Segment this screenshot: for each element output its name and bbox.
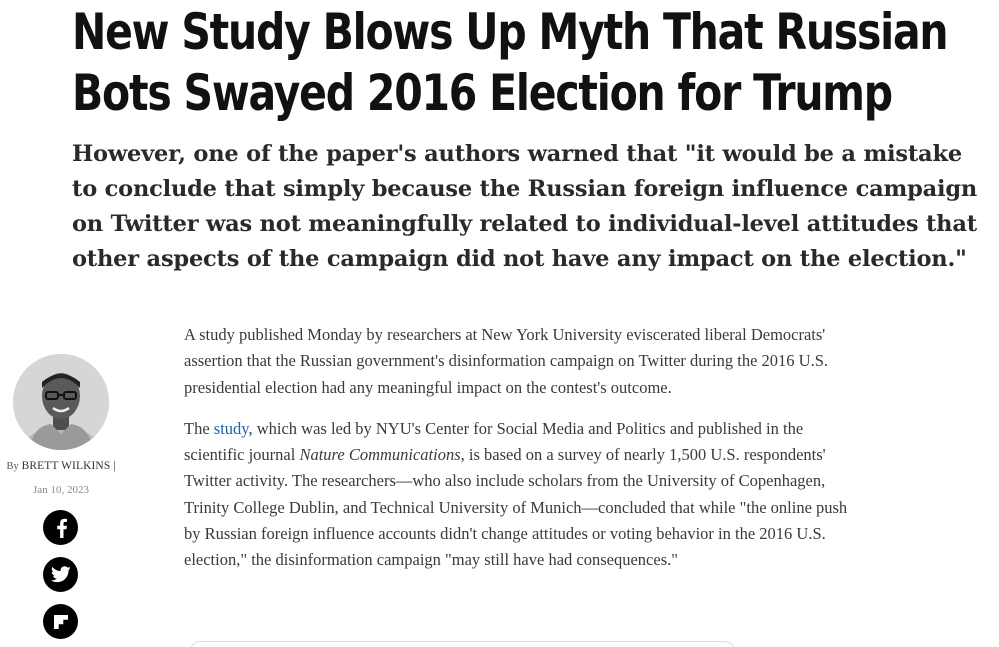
- article-paragraph-2: [184, 416, 864, 574]
- paragraph-2-mid: , which was led by NYU's Center for Social Media and Politics and published in the scientific journal: [184, 418, 804, 465]
- flipboard-icon: [53, 614, 69, 630]
- share-twitter-button[interactable]: [43, 557, 78, 592]
- share-flipboard-button[interactable]: [43, 604, 78, 639]
- article-paragraph-1: A study published Monday by researchers at New York University eviscerated liberal Democrats' assertion that the Russian government's disinformation campaign on Twitter during the 2016 U.S. presidential election had any meaningful impact on the contest's outcome.: [184, 325, 828, 397]
- journal-name: Nature Communications: [299, 445, 461, 465]
- author-avatar[interactable]: [13, 354, 109, 450]
- twitter-icon: [51, 566, 71, 583]
- byline: [0, 460, 122, 472]
- author-name-link[interactable]: BRETT WILKINS: [21, 460, 111, 472]
- share-facebook-button[interactable]: [43, 510, 78, 545]
- byline-separator: |: [113, 460, 116, 472]
- embedded-content-frame: [190, 641, 735, 647]
- paragraph-2-tail: , is based on a survey of nearly 1,500 U.S. respondents' Twitter activity. The researchers—who also include scholars from the University of Copenhagen, Trinity College Dublin, and Technical University of Munich—concluded that while "the online push by Russian foreign influence accounts didn't change attitudes or voting behavior in the 2016 U.S. election," the disinformation campaign "may still have had consequences.": [184, 445, 848, 570]
- byline-prefix: By: [6, 461, 19, 472]
- author-photo-icon: [13, 354, 109, 450]
- study-link[interactable]: study: [213, 418, 249, 438]
- facebook-icon: [53, 518, 69, 538]
- article-subheadline: However, one of the paper's authors warned that "it would be a mistake to conclude that simply because the Russian foreign influence campaign on Twitter was not meaningfully related to individual-level attitudes that other aspects of the campaign did not have any impact on the election.": [72, 141, 978, 272]
- article-headline: New Study Blows Up Myth That Russian Bots Swayed 2016 Election for Trump: [72, 3, 948, 122]
- paragraph-2-lead: The: [184, 418, 214, 438]
- publish-date: Jan 10, 2023: [33, 484, 89, 496]
- article-body: [184, 322, 864, 589]
